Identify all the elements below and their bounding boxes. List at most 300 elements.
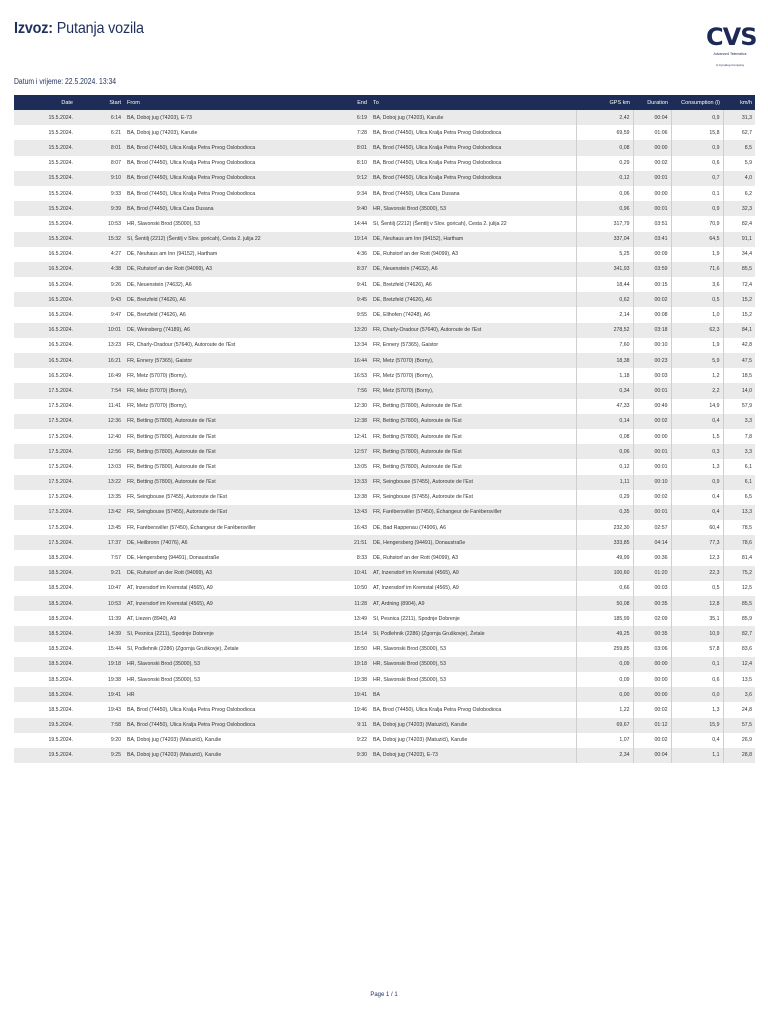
table-row xyxy=(14,596,755,611)
table-row xyxy=(14,566,755,581)
cell-consumption: 1,0 xyxy=(671,307,723,322)
cell-to: DE, Ruhstorf an der Rott (94099), A3 xyxy=(373,251,459,258)
table-row xyxy=(14,687,755,702)
cell-kmh: 13,3 xyxy=(723,505,755,520)
table-row xyxy=(14,277,755,292)
cell-end: 4:36 xyxy=(356,251,367,258)
page-footer: Page 1 / 1 xyxy=(370,992,398,998)
cell-kmh: 57,5 xyxy=(723,718,755,733)
cell-end: 6:19 xyxy=(356,114,367,121)
cell-date: 17.5.2024. xyxy=(48,418,73,425)
table-row xyxy=(14,581,755,596)
table-row xyxy=(14,323,755,338)
cell-gps-km: 0,08 xyxy=(576,429,633,444)
cell-consumption: 10,9 xyxy=(671,626,723,641)
cell-date: 16.5.2024. xyxy=(48,357,73,364)
cell-from: FR, Farébersviller (57450), Échangeur de Farébersviller xyxy=(127,524,256,531)
cell-from: FR, Betting (57800), Autoroute de l'Est xyxy=(127,418,216,425)
cell-end: 9:12 xyxy=(356,175,367,182)
table-header-row xyxy=(14,95,755,110)
cell-from: BA, Brod (74450), Ulica Kralja Petra Prvog Oslobodioca xyxy=(127,175,256,182)
cell-consumption: 60,4 xyxy=(671,520,723,535)
cell-start: 7:54 xyxy=(110,387,121,394)
cell-from: DE, Hengersberg (94491), Donaustraße xyxy=(127,555,220,562)
cell-date: 18.5.2024. xyxy=(48,630,73,637)
cell-kmh: 82,4 xyxy=(723,216,755,231)
logo-company: A Cymalog Company xyxy=(715,63,745,67)
cell-kmh: 34,4 xyxy=(723,247,755,262)
cell-end: 7:56 xyxy=(356,387,367,394)
cell-gps-km: 317,79 xyxy=(576,216,633,231)
cell-consumption: 0,4 xyxy=(671,414,723,429)
cell-duration: 00:00 xyxy=(633,687,671,702)
cell-start: 19:38 xyxy=(108,676,121,683)
cell-start: 12:56 xyxy=(108,448,121,455)
cell-date: 16.5.2024. xyxy=(48,312,73,319)
cell-kmh: 83,6 xyxy=(723,642,755,657)
cell-kmh: 6,1 xyxy=(723,459,755,474)
cell-end: 13:05 xyxy=(354,463,367,470)
cell-end: 19:14 xyxy=(354,236,367,243)
cell-consumption: 15,8 xyxy=(671,125,723,140)
cell-date: 17.5.2024. xyxy=(48,479,73,486)
cell-duration: 00:23 xyxy=(633,353,671,368)
cell-consumption: 0,0 xyxy=(671,687,723,702)
cell-date: 15.5.2024. xyxy=(48,190,73,197)
cell-from: DE, Bretzfeld (74626), A6 xyxy=(127,296,186,303)
cell-consumption: 0,7 xyxy=(671,171,723,186)
cell-duration: 00:03 xyxy=(633,581,671,596)
table-row xyxy=(14,414,755,429)
col-header-from: From xyxy=(127,99,140,106)
datetime-line xyxy=(14,77,116,86)
cell-date: 18.5.2024. xyxy=(48,691,73,698)
cell-end: 8:01 xyxy=(356,144,367,151)
cell-gps-km: 49,99 xyxy=(576,550,633,565)
col-header-end: End xyxy=(357,99,367,106)
cell-from: SI, Podlehnik (2286) (Zgornja Gruškovje), Žetale xyxy=(127,646,239,653)
cell-date: 18.5.2024. xyxy=(48,585,73,592)
cell-kmh: 6,5 xyxy=(723,490,755,505)
cell-consumption: 1,3 xyxy=(671,702,723,717)
company-logo xyxy=(706,23,757,67)
cell-gps-km: 69,59 xyxy=(576,125,633,140)
cell-gps-km: 0,09 xyxy=(576,657,633,672)
table-row xyxy=(14,535,755,550)
cell-date: 17.5.2024. xyxy=(48,509,73,516)
cell-gps-km: 1,18 xyxy=(576,368,633,383)
table-row xyxy=(14,171,755,186)
table-row xyxy=(14,657,755,672)
cell-start: 7:58 xyxy=(110,722,121,729)
cell-date: 19.5.2024. xyxy=(48,752,73,759)
cell-date: 18.5.2024. xyxy=(48,600,73,607)
table-row xyxy=(14,399,755,414)
cell-to: SI, Šentilj (2212) (Šentilj v Slov. goricah), Cesta 2. julija 22 xyxy=(373,220,507,227)
col-header-kmh: km/h xyxy=(740,99,752,106)
cell-kmh: 26,9 xyxy=(723,733,755,748)
cell-gps-km: 0,29 xyxy=(576,156,633,171)
cell-gps-km: 0,29 xyxy=(576,490,633,505)
cell-consumption: 1,5 xyxy=(671,429,723,444)
cell-duration: 01:20 xyxy=(633,566,671,581)
cell-duration: 00:15 xyxy=(633,277,671,292)
cell-date: 15.5.2024. xyxy=(48,144,73,151)
cell-gps-km: 0,96 xyxy=(576,201,633,216)
cell-start: 8:07 xyxy=(110,160,121,167)
cell-date: 19.5.2024. xyxy=(48,722,73,729)
table-row xyxy=(14,459,755,474)
cell-start: 19:43 xyxy=(108,706,121,713)
cell-start: 11:41 xyxy=(108,403,121,410)
cell-start: 9:21 xyxy=(110,570,121,577)
cell-start: 13:42 xyxy=(108,509,121,516)
cell-kmh: 78,5 xyxy=(723,520,755,535)
table-row xyxy=(14,550,755,565)
cell-date: 15.5.2024. xyxy=(48,114,73,121)
cell-to: SI, Pesnica (2211), Spodnje Dobrenje xyxy=(373,615,460,622)
cell-end: 9:55 xyxy=(356,312,367,319)
cell-to: BA, Brod (74450), Ulica Cara Dusana xyxy=(373,190,460,197)
cell-duration: 00:01 xyxy=(633,171,671,186)
cell-gps-km: 0,08 xyxy=(576,140,633,155)
cell-gps-km: 341,93 xyxy=(576,262,633,277)
cell-kmh: 4,0 xyxy=(723,171,755,186)
cell-kmh: 3,6 xyxy=(723,687,755,702)
cell-duration: 01:06 xyxy=(633,125,671,140)
cell-end: 8:37 xyxy=(356,266,367,273)
page-title xyxy=(14,20,144,38)
cell-gps-km: 333,85 xyxy=(576,535,633,550)
table-row xyxy=(14,353,755,368)
cell-start: 9:39 xyxy=(110,205,121,212)
cell-to: FR, Farébersviller (57450), Échangeur de Farébersviller xyxy=(373,509,502,516)
cell-kmh: 5,9 xyxy=(723,156,755,171)
cell-end: 19:41 xyxy=(354,691,367,698)
cell-consumption: 64,5 xyxy=(671,232,723,247)
datetime-value: 22.5.2024. 13:34 xyxy=(65,77,117,86)
cell-start: 10:01 xyxy=(108,327,121,334)
cell-from: HR, Slavonski Brod (35000), 53 xyxy=(127,676,200,683)
table-row xyxy=(14,216,755,231)
cell-from: BA, Doboj jug (74203) (Matuzići), Karuše xyxy=(127,737,222,744)
cell-end: 12:41 xyxy=(354,433,367,440)
cell-to: HR, Slavonski Brod (35000), 53 xyxy=(373,205,446,212)
cell-date: 18.5.2024. xyxy=(48,615,73,622)
cell-end: 7:28 xyxy=(356,129,367,136)
cell-start: 14:39 xyxy=(108,630,121,637)
cell-consumption: 0,5 xyxy=(671,581,723,596)
cell-kmh: 81,4 xyxy=(723,550,755,565)
cell-consumption: 70,9 xyxy=(671,216,723,231)
cell-start: 9:33 xyxy=(110,190,121,197)
cell-start: 7:57 xyxy=(110,555,121,562)
cell-duration: 00:01 xyxy=(633,459,671,474)
cell-gps-km: 49,25 xyxy=(576,626,633,641)
cell-end: 9:40 xyxy=(356,205,367,212)
cell-duration: 02:57 xyxy=(633,520,671,535)
cell-gps-km: 0,12 xyxy=(576,459,633,474)
table-row xyxy=(14,368,755,383)
cell-from: DE, Weinsberg (74189), A6 xyxy=(127,327,191,334)
cell-kmh: 14,0 xyxy=(723,383,755,398)
cell-duration: 00:01 xyxy=(633,383,671,398)
cell-to: FR, Seingbouse (57455), Autoroute de l'Est xyxy=(373,494,473,501)
table-row xyxy=(14,702,755,717)
cell-to: BA, Brod (74450), Ulica Kralja Petra Prvog Oslobodioca xyxy=(373,706,502,713)
cell-date: 16.5.2024. xyxy=(48,281,73,288)
cell-from: FR, Metz (57070) (Borny), xyxy=(127,372,188,379)
cell-consumption: 2,2 xyxy=(671,383,723,398)
cell-duration: 00:01 xyxy=(633,444,671,459)
cell-date: 17.5.2024. xyxy=(48,433,73,440)
cell-date: 18.5.2024. xyxy=(48,676,73,683)
cell-kmh: 12,4 xyxy=(723,657,755,672)
cell-end: 12:30 xyxy=(354,403,367,410)
cell-kmh: 32,3 xyxy=(723,201,755,216)
cell-end: 10:41 xyxy=(354,570,367,577)
cell-to: DE, Neuenstein (74632), A6 xyxy=(373,266,438,273)
cell-duration: 00:10 xyxy=(633,475,671,490)
cell-gps-km: 0,06 xyxy=(576,444,633,459)
cell-end: 19:38 xyxy=(354,676,367,683)
cell-start: 9:26 xyxy=(110,281,121,288)
cell-date: 18.5.2024. xyxy=(48,661,73,668)
cell-start: 9:10 xyxy=(110,175,121,182)
cell-gps-km: 50,08 xyxy=(576,596,633,611)
cell-end: 8:33 xyxy=(356,555,367,562)
cell-end: 14:44 xyxy=(354,220,367,227)
table-row xyxy=(14,140,755,155)
cell-consumption: 0,9 xyxy=(671,140,723,155)
cell-end: 13:34 xyxy=(354,342,367,349)
cell-from: BA, Brod (74450), Ulica Kralja Petra Prvog Oslobodioca xyxy=(127,706,256,713)
cell-from: HR, Slavonski Brod (35000), 53 xyxy=(127,661,200,668)
cell-from: DE, Bretzfeld (74626), A6 xyxy=(127,312,186,319)
cell-duration: 03:41 xyxy=(633,232,671,247)
cell-date: 18.5.2024. xyxy=(48,555,73,562)
cell-to: BA, Doboj jug (74203), E-73 xyxy=(373,752,438,759)
cell-to: DE, Bretzfeld (74626), A6 xyxy=(373,296,432,303)
cell-from: FR, Metz (57070) (Borny), xyxy=(127,387,188,394)
cell-kmh: 47,5 xyxy=(723,353,755,368)
cell-to: FR, Metz (57070) (Borny), xyxy=(373,387,434,394)
table-row xyxy=(14,611,755,626)
cell-kmh: 3,3 xyxy=(723,414,755,429)
cell-date: 15.5.2024. xyxy=(48,175,73,182)
cell-to: FR, Betting (57800), Autoroute de l'Est xyxy=(373,463,462,470)
table-row xyxy=(14,110,755,125)
cell-duration: 00:00 xyxy=(633,429,671,444)
cell-end: 9:45 xyxy=(356,296,367,303)
cell-consumption: 1,9 xyxy=(671,247,723,262)
cell-to: HR, Slavonski Brod (35000), 53 xyxy=(373,661,446,668)
cell-consumption: 0,6 xyxy=(671,156,723,171)
cell-from: FR, Ennery (57365), Gaistor xyxy=(127,357,193,364)
col-header-start: Start xyxy=(109,99,121,106)
cell-start: 19:41 xyxy=(108,691,121,698)
col-header-gps-km: GPS km xyxy=(609,99,630,106)
cell-date: 16.5.2024. xyxy=(48,342,73,349)
cell-to: FR, Betting (57800), Autoroute de l'Est xyxy=(373,403,462,410)
cell-date: 19.5.2024. xyxy=(48,737,73,744)
cell-duration: 00:02 xyxy=(633,733,671,748)
cell-duration: 00:02 xyxy=(633,156,671,171)
cell-consumption: 12,8 xyxy=(671,596,723,611)
cell-start: 9:20 xyxy=(110,737,121,744)
table-row xyxy=(14,383,755,398)
cell-consumption: 1,9 xyxy=(671,338,723,353)
cell-gps-km: 0,09 xyxy=(576,672,633,687)
cell-start: 8:01 xyxy=(110,144,121,151)
cell-start: 9:25 xyxy=(110,752,121,759)
cell-consumption: 0,1 xyxy=(671,186,723,201)
title-bold: Izvoz: xyxy=(14,20,53,37)
cell-consumption: 15,9 xyxy=(671,718,723,733)
cell-duration: 00:00 xyxy=(633,672,671,687)
cell-to: HR, Slavonski Brod (35000), 53 xyxy=(373,646,446,653)
cell-start: 13:35 xyxy=(108,494,121,501)
cell-date: 18.5.2024. xyxy=(48,706,73,713)
cell-to: BA, Brod (74450), Ulica Kralja Petra Prvog Oslobodioca xyxy=(373,129,502,136)
cell-consumption: 12,3 xyxy=(671,550,723,565)
cell-duration: 00:02 xyxy=(633,702,671,717)
cell-to: FR, Charly-Oradour (57640), Autoroute de l'Est xyxy=(373,327,482,334)
cell-gps-km: 0,14 xyxy=(576,414,633,429)
cell-from: BA, Doboj jug (74203) (Matuzići), Karuše xyxy=(127,752,222,759)
cell-from: FR, Charly-Oradour (57640), Autoroute de l'Est xyxy=(127,342,236,349)
cell-gps-km: 232,30 xyxy=(576,520,633,535)
cell-to: DE, Hengersberg (94491), Donaustraße xyxy=(373,539,466,546)
cell-end: 9:22 xyxy=(356,737,367,744)
cell-from: AT, Inzersdorf im Kremstal (4565), A9 xyxy=(127,600,213,607)
cell-start: 10:47 xyxy=(108,585,121,592)
cell-start: 13:23 xyxy=(108,342,121,349)
cell-start: 16:21 xyxy=(108,357,121,364)
cell-gps-km: 337,04 xyxy=(576,232,633,247)
table-row xyxy=(14,338,755,353)
cell-to: SI, Podlehnik (2286) (Zgornja Gruškovje), Žetale xyxy=(373,630,485,637)
table-row xyxy=(14,247,755,262)
cell-start: 19:18 xyxy=(108,661,121,668)
table-row xyxy=(14,125,755,140)
cell-end: 8:10 xyxy=(356,160,367,167)
cell-start: 13:22 xyxy=(108,479,121,486)
cell-kmh: 18,5 xyxy=(723,368,755,383)
cell-end: 9:41 xyxy=(356,281,367,288)
cell-gps-km: 0,06 xyxy=(576,186,633,201)
cell-date: 15.5.2024. xyxy=(48,160,73,167)
cell-from: FR, Metz (57070) (Borny), xyxy=(127,403,188,410)
cell-to: FR, Ennery (57365), Gaistor xyxy=(373,342,439,349)
table-row xyxy=(14,156,755,171)
cell-date: 17.5.2024. xyxy=(48,403,73,410)
cell-duration: 00:04 xyxy=(633,748,671,763)
cell-from: AT, Liezen (8940), A9 xyxy=(127,615,177,622)
cell-end: 9:30 xyxy=(356,752,367,759)
cell-kmh: 82,7 xyxy=(723,626,755,641)
cell-kmh: 28,8 xyxy=(723,748,755,763)
cell-duration: 03:59 xyxy=(633,262,671,277)
cell-from: FR, Betting (57800), Autoroute de l'Est xyxy=(127,479,216,486)
cell-kmh: 6,2 xyxy=(723,186,755,201)
cell-date: 15.5.2024. xyxy=(48,236,73,243)
cell-gps-km: 69,67 xyxy=(576,718,633,733)
cell-date: 15.5.2024. xyxy=(48,129,73,136)
cell-end: 16:53 xyxy=(354,372,367,379)
cell-consumption: 22,3 xyxy=(671,566,723,581)
cell-consumption: 1,3 xyxy=(671,459,723,474)
cell-to: AT, Ardning (8904), A9 xyxy=(373,600,425,607)
col-header-date: Date xyxy=(61,99,73,106)
cell-gps-km: 259,85 xyxy=(576,642,633,657)
cell-date: 15.5.2024. xyxy=(48,205,73,212)
cell-consumption: 0,4 xyxy=(671,733,723,748)
cell-duration: 00:01 xyxy=(633,201,671,216)
cell-duration: 00:01 xyxy=(633,505,671,520)
cell-from: DE, Ruhstorf an der Rott (94099), A3 xyxy=(127,266,213,273)
cell-start: 9:43 xyxy=(110,296,121,303)
table-row xyxy=(14,186,755,201)
table-row xyxy=(14,232,755,247)
cell-to: FR, Seingbouse (57455), Autoroute de l'Est xyxy=(373,479,473,486)
cell-to: BA, Doboj jug (74203), Karuše xyxy=(373,114,444,121)
cell-kmh: 12,5 xyxy=(723,581,755,596)
cell-to: BA xyxy=(373,691,380,698)
cell-from: FR, Betting (57800), Autoroute de l'Est xyxy=(127,463,216,470)
cell-kmh: 3,3 xyxy=(723,444,755,459)
cell-duration: 00:35 xyxy=(633,596,671,611)
cell-duration: 00:49 xyxy=(633,399,671,414)
cell-consumption: 3,6 xyxy=(671,277,723,292)
cell-kmh: 8,5 xyxy=(723,140,755,155)
cell-to: HR, Slavonski Brod (35000), 53 xyxy=(373,676,446,683)
table-row xyxy=(14,642,755,657)
cell-duration: 04:14 xyxy=(633,535,671,550)
cell-to: AT, Inzersdorf im Kremstal (4565), A9 xyxy=(373,570,459,577)
cell-gps-km: 1,22 xyxy=(576,702,633,717)
cell-start: 12:40 xyxy=(108,433,121,440)
cell-end: 12:57 xyxy=(354,448,367,455)
cell-duration: 03:06 xyxy=(633,642,671,657)
cell-duration: 00:09 xyxy=(633,247,671,262)
cell-from: SI, Pesnica (2211), Spodnje Dobrenje xyxy=(127,630,214,637)
cell-end: 16:44 xyxy=(354,357,367,364)
cell-gps-km: 7,60 xyxy=(576,338,633,353)
cell-to: AT, Inzersdorf im Kremstal (4565), A9 xyxy=(373,585,459,592)
cell-date: 16.5.2024. xyxy=(48,251,73,258)
cell-duration: 01:12 xyxy=(633,718,671,733)
cell-duration: 00:02 xyxy=(633,490,671,505)
cell-gps-km: 185,99 xyxy=(576,611,633,626)
cell-kmh: 85,5 xyxy=(723,262,755,277)
table-row xyxy=(14,718,755,733)
cell-consumption: 1,1 xyxy=(671,748,723,763)
cell-gps-km: 0,62 xyxy=(576,292,633,307)
cell-to: FR, Betting (57800), Autoroute de l'Est xyxy=(373,418,462,425)
cell-consumption: 1,2 xyxy=(671,368,723,383)
cell-consumption: 35,1 xyxy=(671,611,723,626)
cell-from: FR, Seingbouse (57455), Autoroute de l'Est xyxy=(127,509,227,516)
table-row xyxy=(14,444,755,459)
cell-date: 17.5.2024. xyxy=(48,463,73,470)
cell-gps-km: 1,11 xyxy=(576,475,633,490)
logo-mark: CVS xyxy=(706,23,757,51)
cell-gps-km: 18,38 xyxy=(576,353,633,368)
cell-end: 9:34 xyxy=(356,190,367,197)
cell-end: 13:20 xyxy=(354,327,367,334)
cell-duration: 00:10 xyxy=(633,338,671,353)
